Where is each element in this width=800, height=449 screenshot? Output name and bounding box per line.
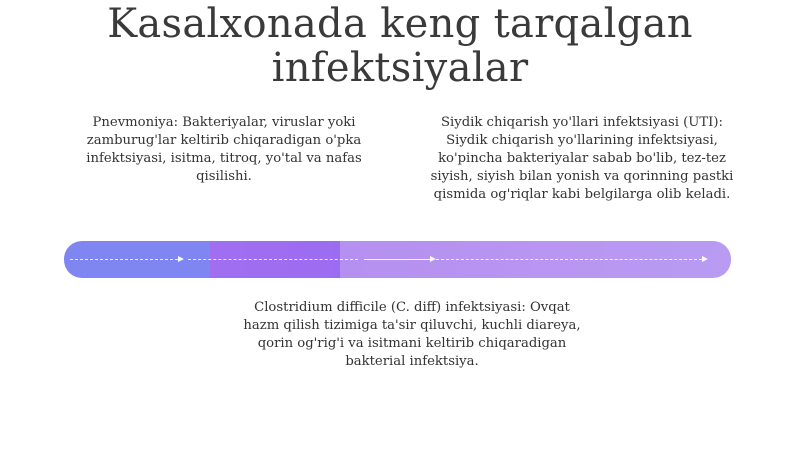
cdiff-description: Clostridium difficile (C. diff) infektsiyasi: Ovqat hazm qilish tizimiga ta'sir qiluvchi, kuchli diareya, qorin og'rig'i va isitmani keltirib chiqaradigan bakterial infektsiya. <box>243 300 581 369</box>
page-title: Kasalxonada keng tarqalgan infektsiyalar <box>107 1 693 91</box>
pneumonia-description: Pnevmoniya: Bakteriyalar, viruslar yoki zamburug'lar keltirib chiqaradigan o'pka infektsiyasi, isitma, titroq, yo'tal va nafas qisilishi. <box>86 115 362 184</box>
uti-description: Siydik chiqarish yo'llari infektsiyasi (UTI): Siydik chiqarish yo'llarining infektsiyasi, ko'pincha bakteriyalar sabab bo'lib, tez-tez siyish, siyish bilan yonish va qorinning pastki qismida og'riqlar kabi belgilarga olib keladi. <box>430 115 734 202</box>
connector-line <box>364 259 430 261</box>
timeline-bar <box>64 241 731 278</box>
connector-line <box>70 259 178 261</box>
connector-line <box>436 259 702 261</box>
arrow-right-icon <box>178 256 184 262</box>
arrow-right-icon <box>702 256 708 262</box>
connector-line <box>188 259 358 261</box>
